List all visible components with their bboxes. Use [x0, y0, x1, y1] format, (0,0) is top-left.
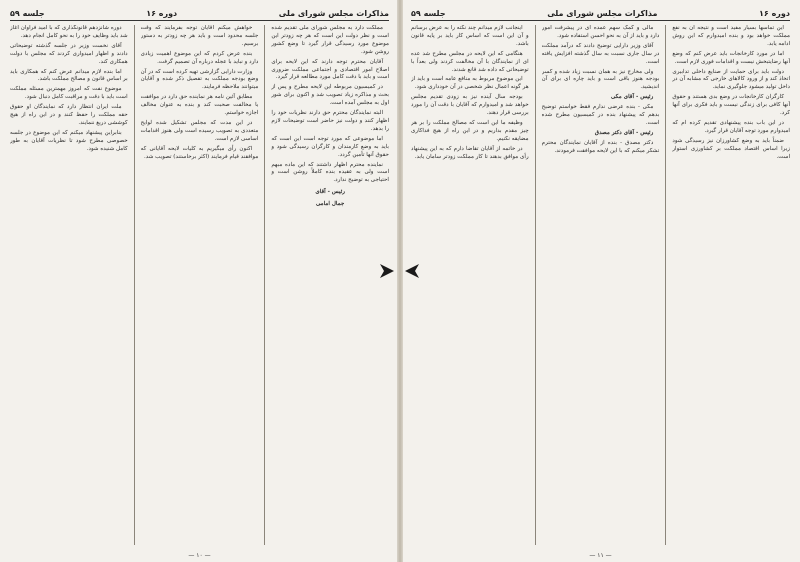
paragraph: وظیفه ما این است که مصالح مملکت را بر هر چیز مقدم بداریم و در این راه از هیچ فداکاری مضایقه نکنیم.: [410, 119, 529, 142]
left-page-number: — ۱۰ —: [188, 552, 211, 559]
paragraph: آقای وزیر دارایی توضیح دادند که درآمد مملکت در سال جاری نسبت به سال گذشته افزایش یافته است.: [541, 42, 660, 65]
right-header-center: مذاکرات مجلس شورای ملی: [547, 8, 658, 18]
paragraph: ولی مخارج نیز به همان نسبت زیاد شده و کسر بودجه هنوز باقی است و باید چاره ای برای آن اندیشید.: [541, 68, 660, 91]
right-col-2: [542, 25, 660, 545]
right-page-header: [411, 6, 790, 21]
column-divider: [665, 25, 666, 545]
speaker-line: رئیس - آقای دکتر مصدق: [594, 129, 654, 136]
speaker-line: رئیس - آقای مکی: [611, 94, 654, 101]
paragraph: ضمناً باید به وضع کشاورزان نیز رسیدگی شود زیرا اساس اقتصاد مملکت بر کشاورزی استوار است.: [672, 137, 790, 160]
paragraph: دولت باید برای حمایت از صنایع داخلی تدابیری اتخاذ کند و از ورود کالاهای خارجی که مشابه آن در داخل تولید میشود جلوگیری نماید.: [672, 68, 790, 91]
paragraph: خواهش میکنم آقایان توجه بفرمایند که وقت جلسه محدود است و باید هر چه زودتر به دستور برسیم.: [140, 25, 259, 47]
left-header-right: مذاکرات مجلس شورای ملی: [278, 8, 389, 18]
paragraph: نماینده محترم اظهار داشتند که این ماده مبهم است ولی به عقیده بنده کاملاً روشن است و احتیاجی به توضیح ندارد.: [271, 161, 389, 184]
right-page-number: — ۱۱ —: [589, 552, 612, 559]
right-col-3: [411, 25, 529, 545]
paragraph: اینجانب لازم میدانم چند نکته را به عرض برسانم و آن این است که اساس کار باید بر پایه قانون باشد.: [410, 25, 529, 47]
paragraph: کارگران کارخانجات در وضع بدی هستند و حقوق آنها کافی برای زندگی نیست و باید فکری برای آنها کرد.: [672, 94, 790, 117]
left-col-2: [141, 25, 259, 545]
paragraph: اما موضوعی که مورد توجه است این است که باید به وضع کارمندان و کارگران رسیدگی شود و حقوق آنها تأمین گردد.: [271, 135, 389, 158]
signature-name: جمال امامی: [316, 201, 345, 208]
column-divider: [535, 25, 536, 545]
paragraph: مطابق آئین نامه هر نماینده حق دارد در موافقت یا مخالفت صحبت کند و بنده به عنوان مخالف اجازه خواستم.: [140, 94, 259, 117]
gutter-mark-icon: [405, 260, 419, 282]
signature-title: رئیس - آقای: [315, 189, 345, 196]
right-page: [400, 0, 800, 562]
right-page-columns: [411, 25, 790, 545]
paragraph: این موضوع مربوط به منافع عامه است و باید از هر گونه اعمال نظر شخصی در آن خودداری شود.: [410, 76, 529, 91]
paragraph: بودجه سال آینده نیز به زودی تقدیم مجلس خواهد شد و امیدوارم که آقایان با دقت آن را مورد بررسی قرار دهند.: [410, 94, 529, 117]
paragraph: اما بنده لازم میدانم عرض کنم که همکاری باید بر اساس قانون و مصالح مملکت باشد.: [9, 68, 128, 83]
column-divider: [264, 25, 265, 545]
paragraph: آقای نخست وزیر در جلسه گذشته توضیحاتی دادند و اظهار امیدواری کردند که مجلس با دولت همکاری کند.: [9, 42, 128, 65]
paragraph: موضوع نفت که امروز مهمترین مسئله مملکت است باید با دقت و مراقبت کامل دنبال شود.: [9, 86, 128, 101]
paragraph: در کمیسیون مربوطه این لایحه مطرح و پس از بحث و مذاکره زیاد تصویب شد و اکنون برای شور اول به مجلس آمده است.: [271, 84, 389, 107]
right-header-left: جلسه ۵۹: [411, 8, 446, 18]
left-header-center: دوره ۱۶: [146, 8, 178, 18]
book-gutter: [397, 0, 403, 562]
left-col-1: [271, 25, 389, 545]
paragraph: وزارت دارایی گزارشی تهیه کرده است که در آن وضع بودجه مملکت به تفصیل ذکر شده و آقایان میتوانند ملاحظه فرمایند.: [140, 68, 259, 91]
paragraph: مکی - بنده عرضی ندارم فقط خواستم توضیح بدهم که پیشنهاد بنده در کمیسیون مطرح شده است.: [541, 104, 660, 126]
paragraph: دکتر مصدق - بنده از آقایان نمایندگان محترم تشکر میکنم که با این لایحه موافقت فرمودند.: [541, 139, 660, 154]
paragraph: دوره شانزدهم قانونگذاری که با امید فراوان آغاز شد باید وظایف خود را به نحو کامل انجام دهد.: [9, 25, 128, 39]
paragraph: مملکت دارد به مجلس شورای ملی تقدیم شده است و نظر دولت این است که هر چه زودتر این موضوع مورد رسیدگی قرار گیرد تا وضع کشور روشن شود.: [271, 25, 389, 55]
paragraph: این تماسها بسیار مفید است و نتیجه آن به نفع مملکت خواهد بود و بنده امیدوارم که این روش ادامه یابد.: [672, 25, 790, 47]
paragraph: ملت ایران انتظار دارد که نمایندگان او حقوق حقه مملکت را حفظ کنند و در این راه از هیچ کوششی دریغ ننمایند.: [9, 104, 128, 126]
paragraph: در این باب بنده پیشنهادی تقدیم کرده ام که امیدوارم مورد توجه آقایان قرار گیرد.: [672, 119, 790, 134]
column-divider: [134, 25, 135, 545]
paragraph: اما در مورد کارخانجات باید عرض کنم که وضع آنها رضایتبخش نیست و اقدامات فوری لازم است.: [672, 50, 790, 65]
paragraph: آقایان محترم توجه دارند که این لایحه برای اصلاح امور اقتصادی و اجتماعی مملکت ضروری است و باید با دقت کامل مورد مطالعه قرار گیرد.: [271, 58, 389, 81]
paragraph: البته نمایندگان محترم حق دارند نظریات خود را اظهار کنند و دولت نیز حاضر است توضیحات لازم را بدهد.: [271, 110, 389, 132]
paragraph: در این مدت که مجلس تشکیل شده لوایح متعددی به تصویب رسیده است ولی هنوز اقدامات اساسی لازم است.: [140, 119, 259, 142]
left-col-3: [10, 25, 128, 545]
paragraph: در خاتمه از آقایان تقاضا دارم که به این پیشنهاد رأی موافق بدهند تا کار مملکت زودتر سامان یابد.: [410, 145, 529, 160]
paragraph: هنگامی که این لایحه در مجلس مطرح شد عده ای از نمایندگان با آن مخالفت کردند ولی بعداً با توضیحاتی که داده شد قانع شدند.: [410, 50, 529, 73]
gutter-mark-icon: [380, 260, 394, 282]
paragraph: بنده عرض کردم که این موضوع اهمیت زیادی دارد و نباید با عجله درباره آن تصمیم گرفت.: [140, 50, 259, 65]
right-col-1: [672, 25, 790, 545]
paragraph: مالی و کمک سهم عمده ای در پیشرفت امور دارد و باید از آن به نحو احسن استفاده شود.: [541, 25, 660, 39]
right-header-right: دوره ۱۶: [759, 8, 790, 18]
left-page-columns: [10, 25, 389, 545]
left-page-header: [10, 6, 389, 21]
paragraph: بنابراین پیشنهاد میکنم که این موضوع در جلسه خصوصی مطرح شود تا نظریات آقایان به طور کامل شنیده شود.: [9, 129, 128, 152]
paragraph: اکنون رأی میگیریم به کلیات لایحه آقایانی که موافقند قیام فرمایند (اکثر برخاستند) تصویب شد.: [140, 145, 259, 160]
left-header-left: جلسه ۵۹: [10, 8, 45, 18]
